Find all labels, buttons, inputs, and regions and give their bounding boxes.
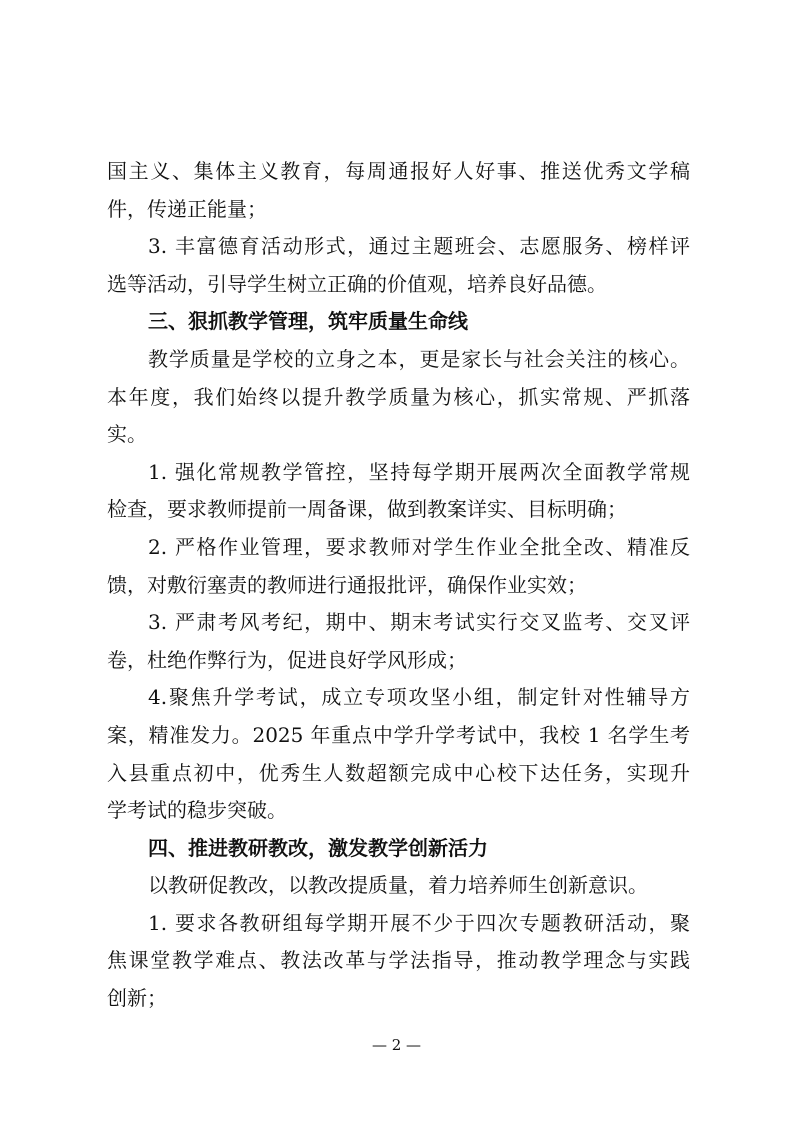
text-line: 1. 强化常规教学管控，坚持每学期开展两次全面教学常规 [148,459,690,484]
text-line: 创新； [107,986,167,1011]
text-line: 实。 [107,422,147,447]
text-line: 2. 严格作业管理，要求教师对学生作业全批全改、精准反 [148,534,690,559]
text-line: 学考试的稳步突破。 [107,798,287,823]
text-line: 案，精准发力。2025 年重点中学升学考试中，我校 1 名学生考 [107,722,690,747]
text-line: 检查，要求教师提前一周备课，做到教案详实、目标明确； [107,497,627,522]
section-heading: 三、狠抓教学管理，筑牢质量生命线 [148,309,468,334]
text-line: 选等活动，引导学生树立正确的价值观，培养良好品德。 [107,271,607,296]
text-line: 教学质量是学校的立身之本，更是家长与社会关注的核心。 [148,346,690,371]
document-body [107,153,690,1018]
text-line: 本年度，我们始终以提升教学质量为核心，抓实常规、严抓落 [107,384,690,409]
text-line: 以教研促教改，以教改提质量，着力培养师生创新意识。 [148,873,648,898]
text-line: 3. 严肃考风考纪，期中、期末考试实行交叉监考、交叉评 [148,610,690,635]
section-heading: 四、推进教研教改，激发教学创新活力 [148,835,488,860]
text-line: 卷，杜绝作弊行为，促进良好学风形成； [107,647,467,672]
text-line: 3. 丰富德育活动形式，通过主题班会、志愿服务、榜样评 [148,234,690,259]
page-number: — 2 — [371,1036,422,1054]
text-line: 入县重点初中，优秀生人数超额完成中心校下达任务，实现升 [107,760,690,785]
text-line: 4.聚焦升学考试，成立专项攻坚小组，制定针对性辅导方 [148,685,690,710]
text-line: 件，传递正能量； [107,196,267,221]
text-line: 馈，对敷衍塞责的教师进行通报批评，确保作业实效； [107,572,587,597]
text-line: 国主义、集体主义教育，每周通报好人好事、推送优秀文学稿 [107,159,690,183]
text-line: 焦课堂教学难点、教法改革与学法指导，推动教学理念与实践 [107,948,690,973]
text-line: 1. 要求各教研组每学期开展不少于四次专题教研活动，聚 [148,910,690,935]
